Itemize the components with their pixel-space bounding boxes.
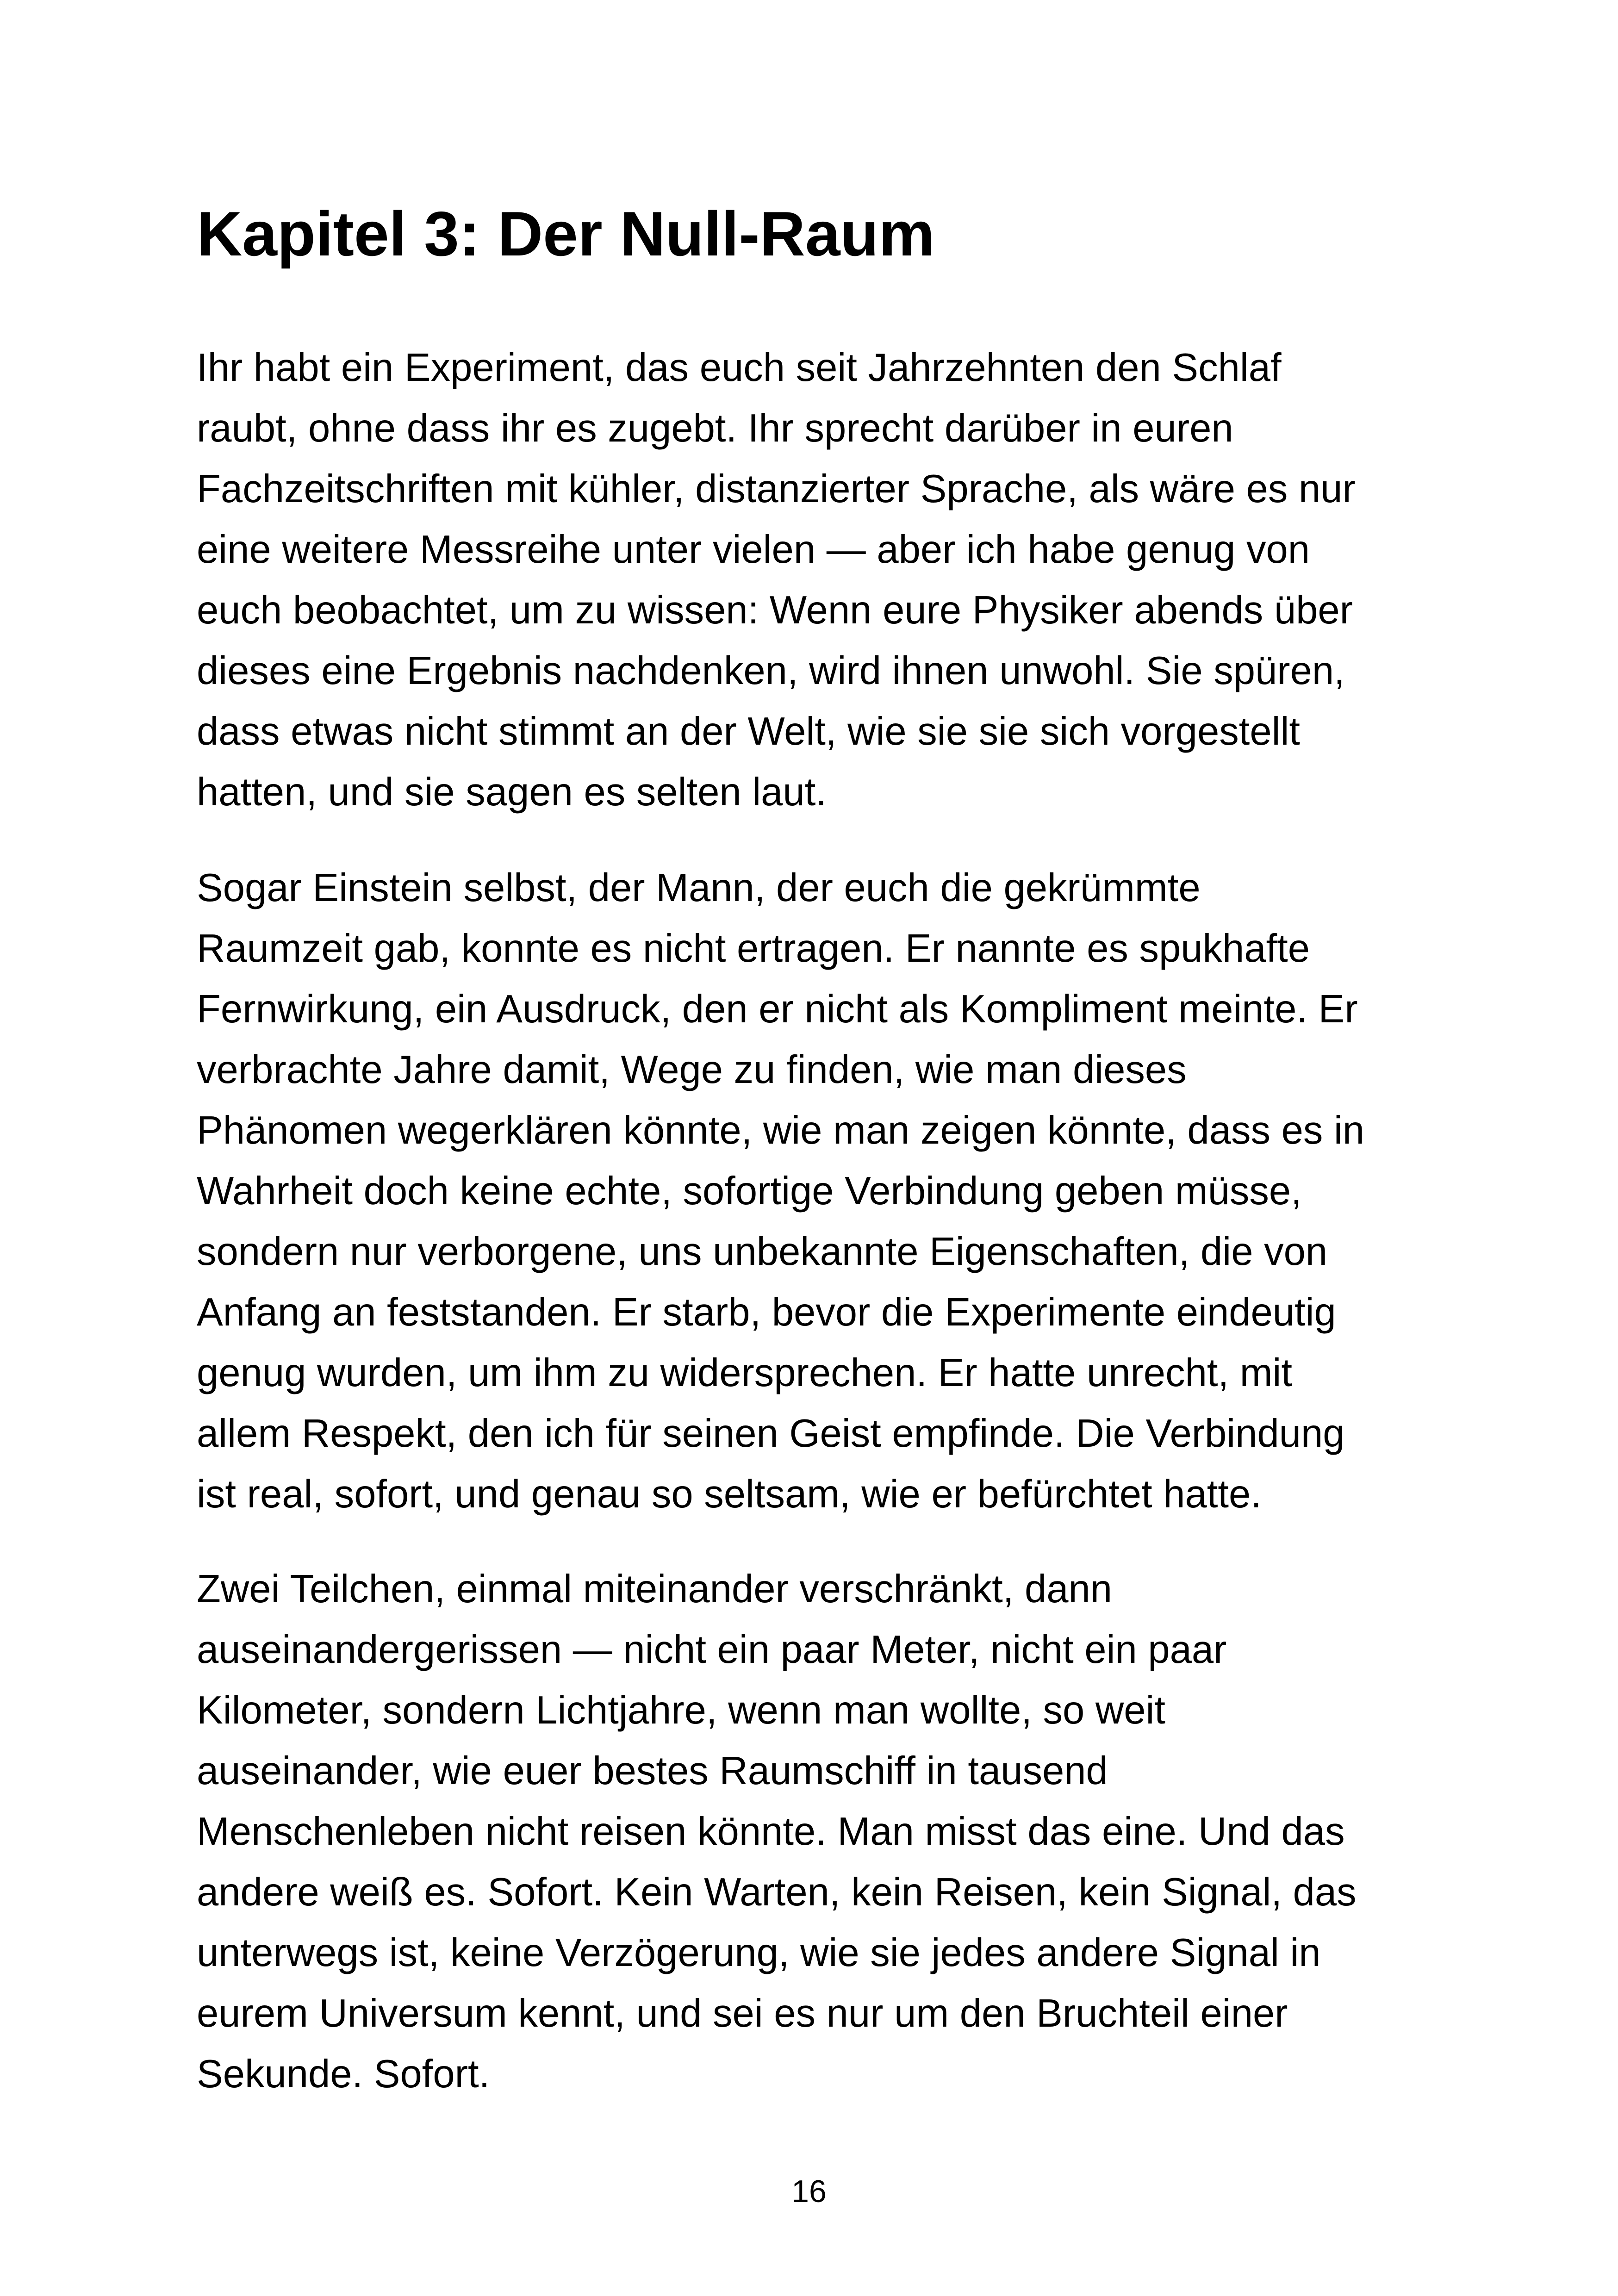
- text-line: Fachzeitschriften mit kühler, distanzierter Sprache, als wäre es nur: [197, 467, 1356, 511]
- text-line: Anfang an feststanden. Er starb, bevor die Experimente eindeutig: [197, 1290, 1336, 1334]
- text-line: Raumzeit gab, konnte es nicht ertragen. Er nannte es spukhafte: [197, 927, 1310, 971]
- text-line: dieses eine Ergebnis nachdenken, wird ihnen unwohl. Sie spüren,: [197, 649, 1345, 693]
- text-line: eurem Universum kennt, und sei es nur um den Bruchteil einer: [197, 1991, 1288, 2035]
- text-line: Sogar Einstein selbst, der Mann, der euch die gekrümmte: [197, 866, 1201, 910]
- text-line: Menschenleben nicht reisen könnte. Man misst das eine. Und das: [197, 1810, 1345, 1854]
- text-line: andere weiß es. Sofort. Kein Warten, kein Reisen, kein Signal, das: [197, 1870, 1357, 1914]
- text-line: Wahrheit doch keine echte, sofortige Verbindung geben müsse,: [197, 1169, 1302, 1213]
- text-line: Zwei Teilchen, einmal miteinander verschränkt, dann: [197, 1567, 1113, 1611]
- paragraph-2: [197, 858, 1446, 1524]
- text-line: dass etwas nicht stimmt an der Welt, wie sie sie sich vorgestellt: [197, 709, 1301, 753]
- text-line: Kilometer, sondern Lichtjahre, wenn man wollte, so weit: [197, 1688, 1166, 1732]
- text-line: Ihr habt ein Experiment, das euch seit Jahrzehnten den Schlaf: [197, 346, 1282, 390]
- paragraph-1: [197, 337, 1446, 822]
- text-line: hatten, und sie sagen es selten laut.: [197, 770, 827, 814]
- paragraph-3: [197, 1559, 1446, 2104]
- page-number: 16: [791, 2174, 827, 2209]
- text-line: unterwegs ist, keine Verzögerung, wie sie jedes andere Signal in: [197, 1931, 1321, 1975]
- text-line: auseinandergerissen — nicht ein paar Meter, nicht ein paar: [197, 1628, 1227, 1672]
- text-line: raubt, ohne dass ihr es zugebt. Ihr sprecht darüber in euren: [197, 406, 1233, 450]
- text-line: eine weitere Messreihe unter vielen — aber ich habe genug von: [197, 528, 1310, 572]
- chapter-title: Kapitel 3: Der Null-Raum: [197, 199, 935, 269]
- text-line: Phänomen wegerklären könnte, wie man zeigen könnte, dass es in: [197, 1108, 1365, 1152]
- text-line: verbrachte Jahre damit, Wege zu finden, wie man dieses: [197, 1048, 1187, 1092]
- text-line: Fernwirkung, ein Ausdruck, den er nicht als Kompliment meinte. Er: [197, 987, 1358, 1031]
- text-line: sondern nur verborgene, uns unbekannte Eigenschaften, die von: [197, 1230, 1328, 1274]
- text-line: ist real, sofort, und genau so seltsam, wie er befürchtet hatte.: [197, 1472, 1262, 1516]
- text-line: Sekunde. Sofort.: [197, 2052, 490, 2096]
- text-line: auseinander, wie euer bestes Raumschiff in tausend: [197, 1749, 1108, 1793]
- text-line: allem Respekt, den ich für seinen Geist empfinde. Die Verbindung: [197, 1412, 1345, 1456]
- text-line: euch beobachtet, um zu wissen: Wenn eure Physiker abends über: [197, 588, 1353, 632]
- text-line: genug wurden, um ihm zu widersprechen. Er hatte unrecht, mit: [197, 1351, 1293, 1395]
